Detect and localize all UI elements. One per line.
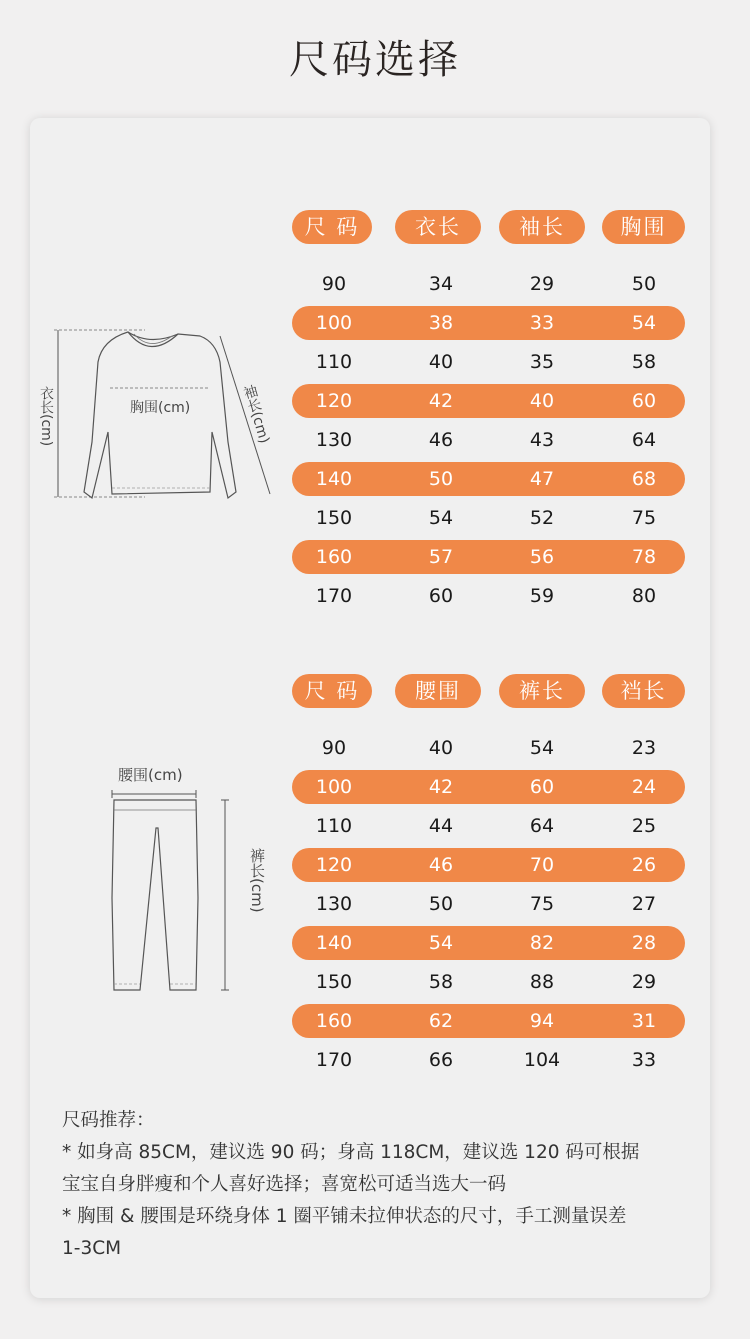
cell-value: 28 [631,932,657,954]
cell-value: 42 [428,390,454,412]
cell-value: 46 [428,429,454,451]
cell-value: 33 [631,1049,657,1071]
cell-value: 78 [631,546,657,568]
table-row [292,965,685,999]
header-waist: 腰围 [395,674,481,708]
cell-value: 40 [428,351,454,373]
cell-value: 26 [631,854,657,876]
table-row [292,579,685,613]
cell-size: 100 [315,312,353,334]
cell-value: 25 [631,815,657,837]
table-row [292,731,685,765]
cell-value: 54 [631,312,657,334]
cell-value: 57 [428,546,454,568]
header-crotch-length: 裆长 [602,674,685,708]
cell-size: 120 [315,854,353,876]
cell-size: 160 [315,546,353,568]
header-sleeve-length: 袖长 [499,210,585,244]
header-garment-length: 衣长 [395,210,481,244]
cell-size: 140 [315,932,353,954]
table-row [292,423,685,457]
cell-value: 54 [428,507,454,529]
cell-value: 75 [529,893,555,915]
cell-value: 56 [529,546,555,568]
cell-value: 44 [428,815,454,837]
cell-size: 170 [315,1049,353,1071]
cell-value: 50 [428,468,454,490]
size-recommendation [62,1105,702,1265]
cell-value: 35 [529,351,555,373]
table-row [292,345,685,379]
table-row [292,384,685,418]
cell-value: 40 [529,390,555,412]
cell-value: 68 [631,468,657,490]
cell-value: 54 [529,737,555,759]
table-row [292,501,685,535]
table-row [292,848,685,882]
cell-value: 38 [428,312,454,334]
cell-value: 75 [631,507,657,529]
recommendation-heading: 尺码推荐： [62,1110,155,1131]
cell-value: 104 [523,1049,561,1071]
pants-length-label: 裤长(cm) [248,848,266,913]
table-row [292,770,685,804]
cell-size: 160 [315,1010,353,1032]
table-row [292,926,685,960]
recommendation-line: 宝宝自身胖瘦和个人喜好选择；喜宽松可适当选大一码 [62,1174,507,1195]
cell-value: 58 [428,971,454,993]
cell-value: 80 [631,585,657,607]
cell-value: 24 [631,776,657,798]
cell-value: 60 [428,585,454,607]
table-row [292,1004,685,1038]
cell-value: 59 [529,585,555,607]
recommendation-line: * 如身高 85CM，建议选 90 码；身高 118CM，建议选 120 码可根据 [62,1142,640,1163]
cell-value: 27 [631,893,657,915]
cell-value: 50 [631,273,657,295]
cell-value: 66 [428,1049,454,1071]
cell-size: 150 [315,507,353,529]
cell-value: 62 [428,1010,454,1032]
cell-value: 40 [428,737,454,759]
header-size: 尺 码 [292,674,372,708]
cell-size: 120 [315,390,353,412]
table-row [292,462,685,496]
cell-value: 88 [529,971,555,993]
bottom-table-header [292,674,685,708]
header-chest: 胸围 [602,210,685,244]
cell-value: 43 [529,429,555,451]
cell-size: 90 [321,737,347,759]
table-row [292,887,685,921]
cell-size: 140 [315,468,353,490]
table-row [292,1043,685,1077]
top-size-table [292,210,685,607]
cell-size: 110 [315,815,353,837]
table-row [292,306,685,340]
cell-value: 33 [529,312,555,334]
cell-value: 58 [631,351,657,373]
cell-value: 60 [529,776,555,798]
shirt-sleeve-label: 袖长(cm) [240,382,272,446]
cell-size: 130 [315,429,353,451]
top-table-header [292,210,685,244]
page-title: 尺码选择 [289,37,461,83]
cell-value: 52 [529,507,555,529]
pants-waist-label: 腰围(cm) [118,766,183,784]
cell-size: 90 [321,273,347,295]
recommendation-line: 1-3CM [62,1238,122,1259]
cell-value: 60 [631,390,657,412]
cell-value: 34 [428,273,454,295]
cell-size: 150 [315,971,353,993]
header-pants-length: 裤长 [499,674,585,708]
cell-size: 100 [315,776,353,798]
cell-value: 29 [529,273,555,295]
cell-size: 130 [315,893,353,915]
cell-size: 170 [315,585,353,607]
cell-size: 110 [315,351,353,373]
cell-value: 29 [631,971,657,993]
cell-value: 94 [529,1010,555,1032]
cell-value: 82 [529,932,555,954]
cell-value: 47 [529,468,555,490]
header-size: 尺 码 [292,210,372,244]
cell-value: 42 [428,776,454,798]
table-row [292,809,685,843]
cell-value: 31 [631,1010,657,1032]
cell-value: 70 [529,854,555,876]
shirt-length-label: 衣长(cm) [38,386,54,447]
cell-value: 64 [631,429,657,451]
cell-value: 64 [529,815,555,837]
table-row [292,267,685,301]
cell-value: 50 [428,893,454,915]
cell-value: 23 [631,737,657,759]
table-row [292,540,685,574]
shirt-chest-label: 胸围(cm) [130,400,191,416]
cell-value: 46 [428,854,454,876]
cell-value: 54 [428,932,454,954]
pants-illustration [100,788,240,998]
recommendation-line: * 胸围 & 腰围是环绕身体 1 圈平铺未拉伸状态的尺寸，手工测量误差 [62,1206,627,1227]
bottom-size-table [292,674,685,1071]
